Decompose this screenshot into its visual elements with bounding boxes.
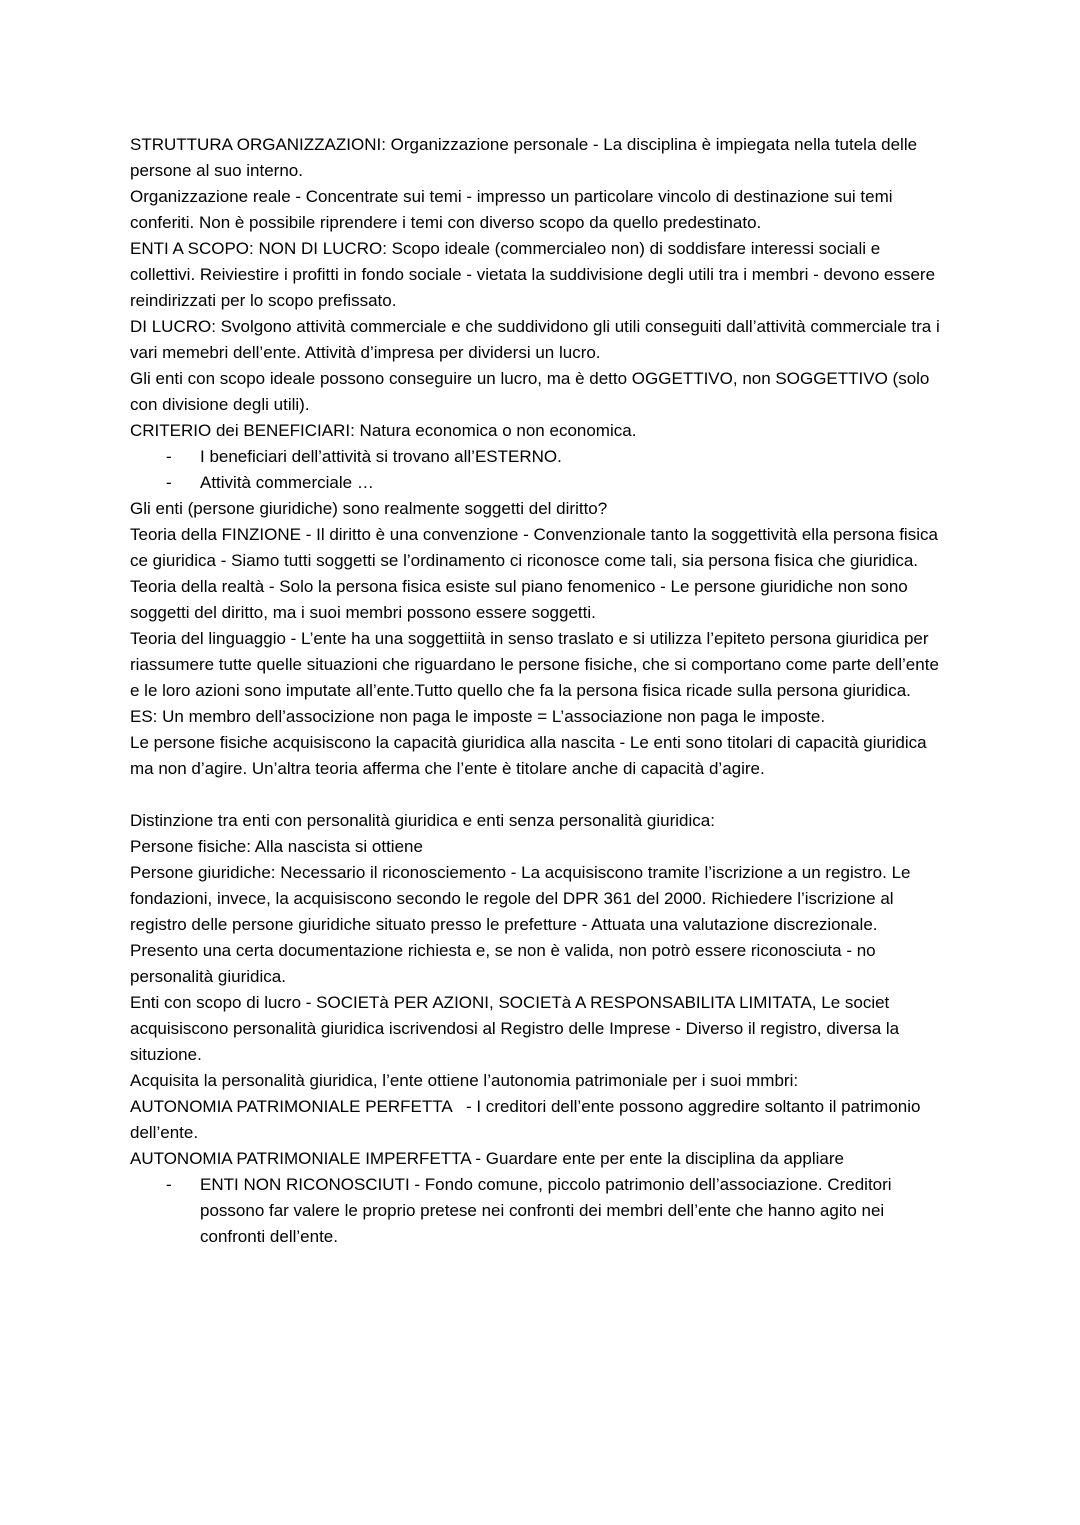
paragraph: CRITERIO dei BENEFICIARI: Natura economica o non economica.: [130, 421, 637, 440]
document-content: [130, 132, 950, 1250]
paragraph: ENTI A SCOPO: NON DI LUCRO: Scopo ideale (commercialeo non) di soddisfare interessi sociali e collettivi. Reiviestire i profitti in fondo sociale - vietata la suddivisione degli utili tra i membri - devono essere reindirizzati per lo scopo prefissato.: [130, 239, 940, 310]
paragraph: Persone fisiche: Alla nascista si ottiene: [130, 837, 423, 856]
paragraph: Acquisita la personalità giuridica, l’ente ottiene l’autonomia patrimoniale per i suoi mmbri:: [130, 1071, 799, 1090]
bullet-item: [130, 1172, 950, 1250]
bullet-text: I beneficiari dell’attività si trovano all’ESTERNO.: [200, 447, 562, 466]
paragraph: AUTONOMIA PATRIMONIALE PERFETTA - I creditori dell’ente possono aggredire soltanto il patrimonio dell’ente.: [130, 1097, 926, 1142]
paragraph: Teoria della realtà - Solo la persona fisica esiste sul piano fenomenico - Le persone giuridiche non sono soggetti del diritto, ma i suoi membri possono essere soggetti.: [130, 577, 913, 622]
bullet-text: ENTI NON RICONOSCIUTI - Fondo comune, piccolo patrimonio dell’associazione. Creditori possono far valere le proprio pretese nei confronti dei membri dell’ente che hanno agito nei confronti dell’ente.: [200, 1175, 897, 1246]
paragraph: STRUTTURA ORGANIZZAZIONI: Organizzazione personale - La disciplina è impiegata nella tutela delle persone al suo interno.: [130, 135, 922, 180]
paragraph: Enti con scopo di lucro - SOCIETà PER AZIONI, SOCIETà A RESPONSABILITA LIMITATA, Le societ acquisiscono personalità giuridica iscrivendosi al Registro delle Imprese - Diverso il registro, diversa la situzione.: [130, 993, 904, 1064]
paragraph: ES: Un membro dell’associzione non paga le imposte = L’associazione non paga le imposte.: [130, 707, 826, 726]
paragraph: Organizzazione reale - Concentrate sui temi - impresso un particolare vincolo di destinazione sui temi conferiti. Non è possibile riprendere i temi con diverso scopo da quello predestinato.: [130, 187, 898, 232]
bullet-marker: -: [166, 447, 172, 466]
bullet-text: Attività commerciale …: [200, 473, 374, 492]
paragraph: Teoria del linguaggio - L’ente ha una soggettiità in senso traslato e si utilizza l’epiteto persona giuridica per riassumere tutte quelle situazioni che riguardano le persone fisiche, che si comportano come parte dell’ente e le loro azioni sono imputate all’ente.Tutto quello che fa la persona fisica ricade sulla persona giuridica.: [130, 629, 944, 700]
paragraph: DI LUCRO: Svolgono attività commerciale e che suddividono gli utili conseguiti dall’attività commerciale tra i vari memebri dell’ente. Attività d’impresa per dividersi un lucro.: [130, 317, 945, 362]
bullet-item: [130, 470, 950, 496]
paragraph: Le persone fisiche acquisiscono la capacità giuridica alla nascita - Le enti sono titolari di capacità giuridica ma non d’agire. Un’altra teoria afferma che l’ente è titolare anche di capacità d’agire.: [130, 733, 932, 778]
bullet-marker: -: [166, 1175, 172, 1194]
paragraph: AUTONOMIA PATRIMONIALE IMPERFETTA - Guardare ente per ente la disciplina da appliare: [130, 1149, 844, 1168]
bullet-item: [130, 444, 950, 470]
bullet-marker: -: [166, 473, 172, 492]
paragraph: Teoria della FINZIONE - Il diritto è una convenzione - Convenzionale tanto la soggettività ella persona fisica ce giuridica - Siamo tutti soggetti se l’ordinamento ci riconosce come tali, sia persona fisica che giuridica.: [130, 525, 943, 570]
blank-line: [130, 782, 950, 808]
paragraph: Gli enti (persone giuridiche) sono realmente soggetti del diritto?: [130, 499, 608, 518]
paragraph: Persone giuridiche: Necessario il riconosciemento - La acquisiscono tramite l’iscrizione a un registro. Le fondazioni, invece, la acquisiscono secondo le regole del DPR 361 del 2000. Richiedere l’iscrizione al registro delle persone giuridiche situato presso le prefetture - Attuata una valutazione discrezionale. Presento una certa documentazione richiesta e, se non è valida, non potrò essere riconosciuta - no personalità giuridica.: [130, 863, 916, 986]
paragraph: Gli enti con scopo ideale possono conseguire un lucro, ma è detto OGGETTIVO, non SOGGETTIVO (solo con divisione degli utili).: [130, 369, 935, 414]
paragraph: Distinzione tra enti con personalità giuridica e enti senza personalità giuridica:: [130, 811, 715, 830]
